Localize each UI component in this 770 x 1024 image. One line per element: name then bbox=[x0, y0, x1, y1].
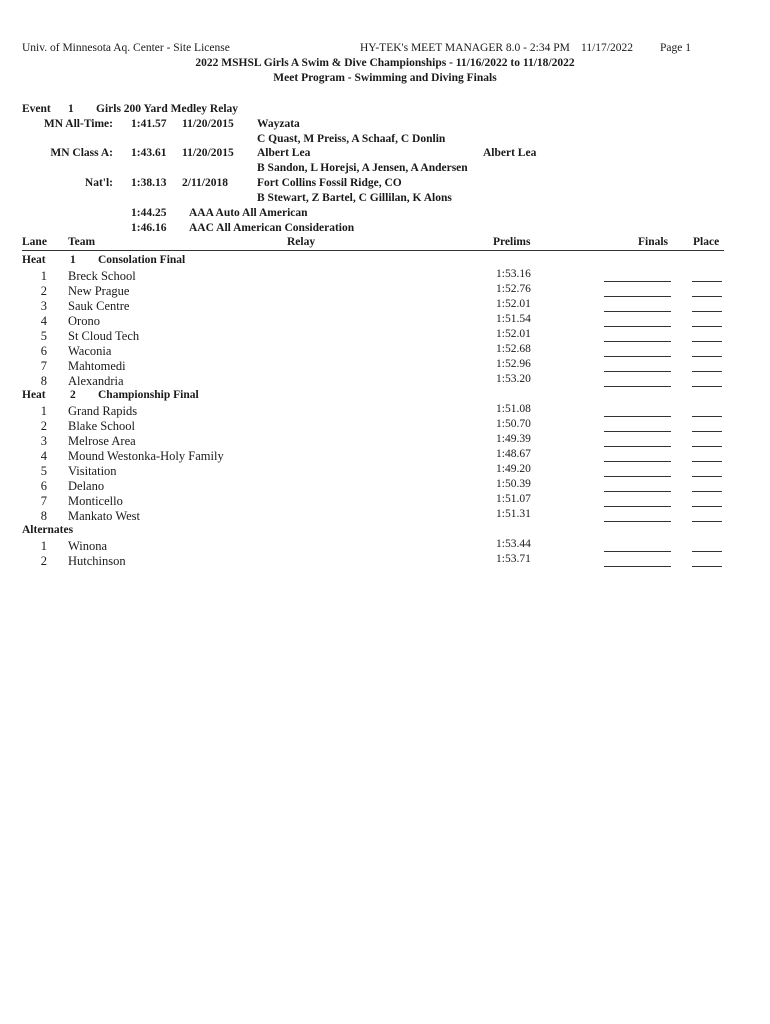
standard-time: 1:46.16 bbox=[131, 222, 167, 234]
heat-label: Heat bbox=[22, 254, 46, 266]
lane-number: 8 bbox=[40, 509, 47, 523]
record-swimmers: B Sandon, L Horejsi, A Jensen, A Andersen bbox=[257, 162, 468, 174]
prelims-time: 1:49.20 bbox=[496, 463, 531, 475]
lane-number: 2 bbox=[40, 419, 47, 433]
prelims-time: 1:48.67 bbox=[496, 448, 531, 460]
lane-number: 1 bbox=[40, 269, 47, 283]
print-date: 11/17/2022 bbox=[581, 42, 633, 54]
place-blank bbox=[692, 281, 722, 282]
prelims-time: 1:51.54 bbox=[496, 313, 531, 325]
place-blank bbox=[692, 551, 722, 552]
place-blank bbox=[692, 491, 722, 492]
place-blank bbox=[692, 446, 722, 447]
event-label: Event bbox=[22, 103, 51, 115]
lane-number: 2 bbox=[40, 554, 47, 568]
prelims-time: 1:53.16 bbox=[496, 268, 531, 280]
lane-number: 4 bbox=[40, 449, 47, 463]
lane-number: 6 bbox=[40, 344, 47, 358]
finals-blank bbox=[604, 476, 671, 477]
record-swimmers: C Quast, M Preiss, A Schaaf, C Donlin bbox=[257, 133, 446, 145]
heat-label: Heat bbox=[22, 389, 46, 401]
prelims-time: 1:52.76 bbox=[496, 283, 531, 295]
lane-number: 7 bbox=[40, 359, 47, 373]
column-prelims: Prelims bbox=[493, 236, 531, 248]
event-name: Girls 200 Yard Medley Relay bbox=[96, 103, 239, 115]
standard-time: 1:44.25 bbox=[131, 207, 167, 219]
heat-name: Consolation Final bbox=[98, 254, 186, 266]
finals-blank bbox=[604, 446, 671, 447]
record-label: MN All-Time: bbox=[43, 118, 113, 130]
place-blank bbox=[692, 521, 722, 522]
team-name: Mankato West bbox=[68, 509, 141, 523]
prelims-time: 1:50.70 bbox=[496, 418, 531, 430]
record-swimmers: B Stewart, Z Bartel, C Gillilan, K Alons bbox=[257, 192, 452, 204]
page-number: Page 1 bbox=[660, 42, 691, 54]
prelims-time: 1:51.31 bbox=[496, 508, 531, 520]
place-blank bbox=[692, 296, 722, 297]
prelims-time: 1:51.08 bbox=[496, 403, 531, 415]
lane-number: 8 bbox=[40, 374, 47, 388]
standard-name: AAA Auto All American bbox=[189, 207, 308, 219]
finals-blank bbox=[604, 386, 671, 387]
team-name: Delano bbox=[68, 479, 105, 493]
place-blank bbox=[692, 476, 722, 477]
finals-blank bbox=[604, 341, 671, 342]
team-name: Sauk Centre bbox=[68, 299, 130, 313]
place-blank bbox=[692, 416, 722, 417]
prelims-time: 1:53.44 bbox=[496, 538, 531, 550]
record-label: Nat'l: bbox=[84, 177, 113, 189]
prelims-time: 1:52.96 bbox=[496, 358, 531, 370]
place-blank bbox=[692, 311, 722, 312]
finals-blank bbox=[604, 551, 671, 552]
place-blank bbox=[692, 431, 722, 432]
lane-number: 3 bbox=[40, 299, 47, 313]
team-name: Winona bbox=[68, 539, 108, 553]
heat-number: 1 bbox=[70, 254, 76, 266]
site-license: Univ. of Minnesota Aq. Center - Site License bbox=[22, 42, 230, 54]
finals-blank bbox=[604, 296, 671, 297]
team-name: New Prague bbox=[68, 284, 130, 298]
prelims-time: 1:53.71 bbox=[496, 553, 531, 565]
place-blank bbox=[692, 506, 722, 507]
record-time: 1:41.57 bbox=[131, 118, 167, 130]
header-divider bbox=[22, 250, 724, 251]
prelims-time: 1:50.39 bbox=[496, 478, 531, 490]
heat-number: 2 bbox=[70, 389, 76, 401]
record-team: Fort Collins Fossil Ridge, CO bbox=[257, 177, 402, 189]
standard-name: AAC All American Consideration bbox=[189, 222, 355, 234]
event-number: 1 bbox=[68, 103, 74, 115]
team-name: Blake School bbox=[68, 419, 136, 433]
finals-blank bbox=[604, 506, 671, 507]
place-blank bbox=[692, 371, 722, 372]
finals-blank bbox=[604, 431, 671, 432]
lane-number: 5 bbox=[40, 464, 47, 478]
column-team: Team bbox=[68, 236, 96, 248]
column-relay: Relay bbox=[287, 236, 316, 248]
column-lane: Lane bbox=[22, 236, 47, 248]
team-name: Visitation bbox=[68, 464, 117, 478]
record-time: 1:38.13 bbox=[131, 177, 167, 189]
team-name: Waconia bbox=[68, 344, 112, 358]
prelims-time: 1:52.01 bbox=[496, 298, 531, 310]
place-blank bbox=[692, 386, 722, 387]
lane-number: 1 bbox=[40, 404, 47, 418]
record-team: Wayzata bbox=[257, 118, 300, 130]
meet-title: 2022 MSHSL Girls A Swim & Dive Championships - 11/16/2022 to 11/18/2022 bbox=[195, 57, 575, 69]
finals-blank bbox=[604, 281, 671, 282]
team-name: Hutchinson bbox=[68, 554, 126, 568]
place-blank bbox=[692, 461, 722, 462]
place-blank bbox=[692, 326, 722, 327]
program-title: Meet Program - Swimming and Diving Finals bbox=[273, 72, 497, 84]
lane-number: 4 bbox=[40, 314, 47, 328]
record-date: 11/20/2015 bbox=[182, 147, 234, 159]
finals-blank bbox=[604, 491, 671, 492]
place-blank bbox=[692, 566, 722, 567]
alternates-label: Alternates bbox=[22, 524, 74, 536]
prelims-time: 1:52.01 bbox=[496, 328, 531, 340]
prelims-time: 1:52.68 bbox=[496, 343, 531, 355]
finals-blank bbox=[604, 461, 671, 462]
lane-number: 6 bbox=[40, 479, 47, 493]
column-place: Place bbox=[693, 236, 720, 248]
finals-blank bbox=[604, 566, 671, 567]
finals-blank bbox=[604, 356, 671, 357]
finals-blank bbox=[604, 521, 671, 522]
team-name: St Cloud Tech bbox=[68, 329, 140, 343]
record-date: 2/11/2018 bbox=[182, 177, 229, 189]
record-label: MN Class A: bbox=[50, 147, 113, 159]
lane-number: 3 bbox=[40, 434, 47, 448]
finals-blank bbox=[604, 311, 671, 312]
prelims-time: 1:53.20 bbox=[496, 373, 531, 385]
record-extra-team: Albert Lea bbox=[483, 147, 537, 159]
team-name: Melrose Area bbox=[68, 434, 136, 448]
place-blank bbox=[692, 356, 722, 357]
record-team: Albert Lea bbox=[257, 147, 311, 159]
team-name: Monticello bbox=[68, 494, 123, 508]
prelims-time: 1:51.07 bbox=[496, 493, 531, 505]
team-name: Breck School bbox=[68, 269, 136, 283]
finals-blank bbox=[604, 326, 671, 327]
record-time: 1:43.61 bbox=[131, 147, 167, 159]
team-name: Alexandria bbox=[68, 374, 124, 388]
finals-blank bbox=[604, 371, 671, 372]
team-name: Mahtomedi bbox=[68, 359, 126, 373]
team-name: Orono bbox=[68, 314, 100, 328]
prelims-time: 1:49.39 bbox=[496, 433, 531, 445]
software-info: HY-TEK's MEET MANAGER 8.0 - 2:34 PM bbox=[360, 42, 570, 54]
heat-name: Championship Final bbox=[98, 389, 199, 401]
lane-number: 5 bbox=[40, 329, 47, 343]
team-name: Grand Rapids bbox=[68, 404, 138, 418]
lane-number: 1 bbox=[40, 539, 47, 553]
record-date: 11/20/2015 bbox=[182, 118, 234, 130]
place-blank bbox=[692, 341, 722, 342]
column-finals: Finals bbox=[638, 236, 669, 248]
team-name: Mound Westonka-Holy Family bbox=[68, 449, 224, 463]
lane-number: 7 bbox=[40, 494, 47, 508]
finals-blank bbox=[604, 416, 671, 417]
lane-number: 2 bbox=[40, 284, 47, 298]
